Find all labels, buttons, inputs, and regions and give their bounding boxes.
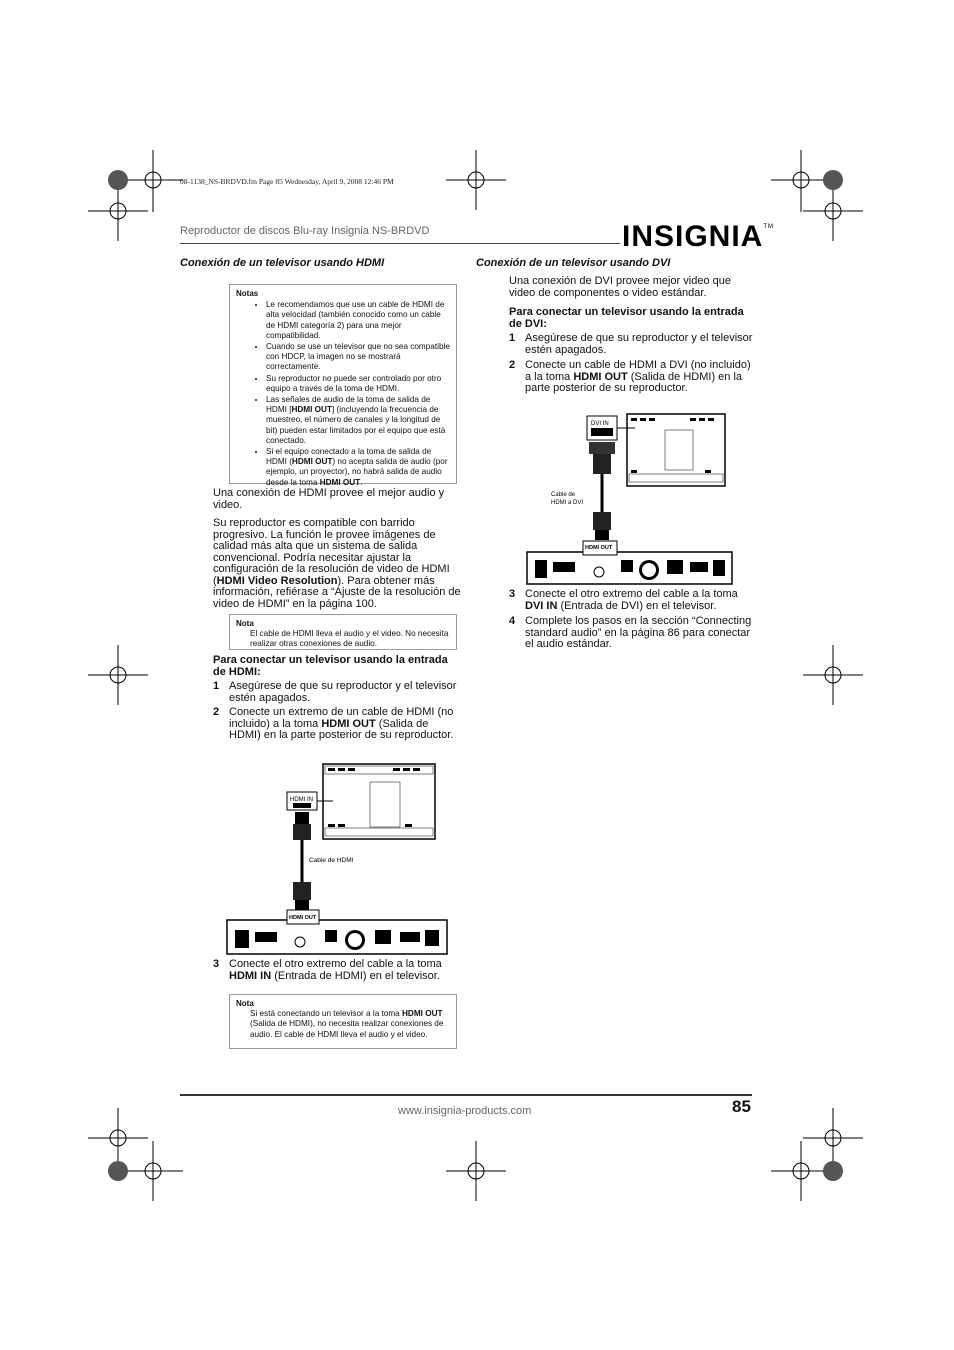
step-item: 2 Conecte un cable de HDMI a DVI (no incluido) a la toma HDMI OUT (Salida de HDMI) en la parte posterior de su reproductor. <box>509 359 751 394</box>
step-item: 3 Conecte el otro extremo del cable a la toma DVI IN (Entrada de DVI) en el televisor. <box>509 588 738 612</box>
player-port-label: HDMI OUT <box>585 545 613 551</box>
running-header: Reproductor de discos Blu-ray Insignia NS-BRDVD <box>180 225 430 237</box>
player-port-label: HDMI OUT <box>289 915 317 921</box>
note-heading: Nota <box>236 999 254 1008</box>
step-item: 1 Asegúrese de que su reproductor y el televisor estén apagados. <box>213 680 457 704</box>
note-item: • Cuando se use un televisor que no sea compatible con HDCP, la imagen no se mostrará correctamente. <box>266 342 450 373</box>
note-box-2 <box>229 614 457 650</box>
cable-label: Cable de <box>551 492 576 498</box>
step-item: 3 Conecte el otro extremo del cable a la toma HDMI IN (Entrada de HDMI) en el televisor. <box>213 958 442 982</box>
step-item: 4 Complete los pasos en la sección “Connecting standard audio” en la página 86 para conectar el audio estándar. <box>509 615 752 650</box>
section-title-dvi: Conexión de un televisor usando DVI <box>476 257 671 269</box>
footer-url: www.insignia-products.com <box>398 1105 532 1117</box>
tv-port-label: DVI IN <box>591 421 609 427</box>
paragraph: Su reproductor es compatible con barrido progresivo. La función le provee imágenes de calidad más alta que un sistema de salida convencional. Podría necesitar ajustar la configuración de la resolución de video de HDMI (HDMI Video Resolution). Para obtener más información, refiérase a “Ajuste de la resolución de video de HDMI” en la página 100. <box>213 517 461 610</box>
note-box-3 <box>229 994 457 1049</box>
note-heading: Nota <box>236 619 254 628</box>
hdmi-connection-diagram <box>225 762 450 957</box>
step-item: 2 Conecte un extremo de un cable de HDMI (no incluido) a la toma HDMI OUT (Salida de HDMI) en la parte posterior de su reproductor. <box>213 706 454 741</box>
note-text: El cable de HDMI lleva el audio y el video. No necesita realizar otras conexiones de audio. <box>250 629 449 649</box>
footer-rule <box>180 1094 752 1096</box>
header-rule <box>180 243 620 244</box>
step-item: 1 Asegúrese de que su reproductor y el televisor estén apagados. <box>509 332 753 356</box>
cable-label: HDMI a DVI <box>551 500 584 506</box>
procedure-heading-dvi: Para conectar un televisor usando la entrada de DVI: <box>509 306 744 330</box>
dvi-connection-diagram <box>525 412 735 587</box>
tv-port-label: HDMI IN <box>290 797 313 803</box>
note-item: • Le recomendamos que use un cable de HDMI de alta velocidad (también conocido como un cable de HDMI categoría 2) para una mejor compatibilidad. <box>266 300 450 341</box>
procedure-heading-hdmi: Para conectar un televisor usando la entrada de HDMI: <box>213 654 448 678</box>
dvi-intro: Una conexión de DVI provee mejor video que video de componentes o video estándar. <box>509 275 731 299</box>
notes-list <box>236 300 450 488</box>
note-text: Si está conectando un televisor a la toma HDMI OUT (Salida de HDMI), no necesita realizar conexiones de audio. El cable de HDMI lleva el audio y el video. <box>250 1009 444 1039</box>
notes-box <box>229 284 457 487</box>
section-title-hdmi: Conexión de un televisor usando HDMI <box>180 257 385 269</box>
page-number: 85 <box>732 1097 751 1116</box>
hdmi-intro <box>213 488 461 617</box>
note-item: • Su reproductor no puede ser controlado por otro equipo a través de la toma de HDMI. <box>266 374 450 394</box>
paragraph: Una conexión de HDMI provee el mejor audio y video. <box>213 487 445 511</box>
note-item: • Si el equipo conectado a la toma de salida de HDMI (HDMI OUT) no acepta salida de audio (por ejemplo, un proyector), no habrá salida de audio desde la toma HDMI OUT. <box>266 447 450 488</box>
print-slug: 08-1138_NS-BRDVD.fm Page 85 Wednesday, April 9, 2008 12:46 PM <box>180 177 394 186</box>
note-item: • Las señales de audio de la toma de salida de HDMI [HDMI OUT] (incluyendo la frecuencia de muestreo, el número de canales y la longitud de bit) pueden estar limitados por el equipo que está conectado. <box>266 395 450 446</box>
notes-heading: Notas <box>236 289 259 298</box>
cable-label: Cable de HDMI <box>309 857 354 864</box>
insignia-logo: INSIGNIA™ <box>622 220 775 253</box>
